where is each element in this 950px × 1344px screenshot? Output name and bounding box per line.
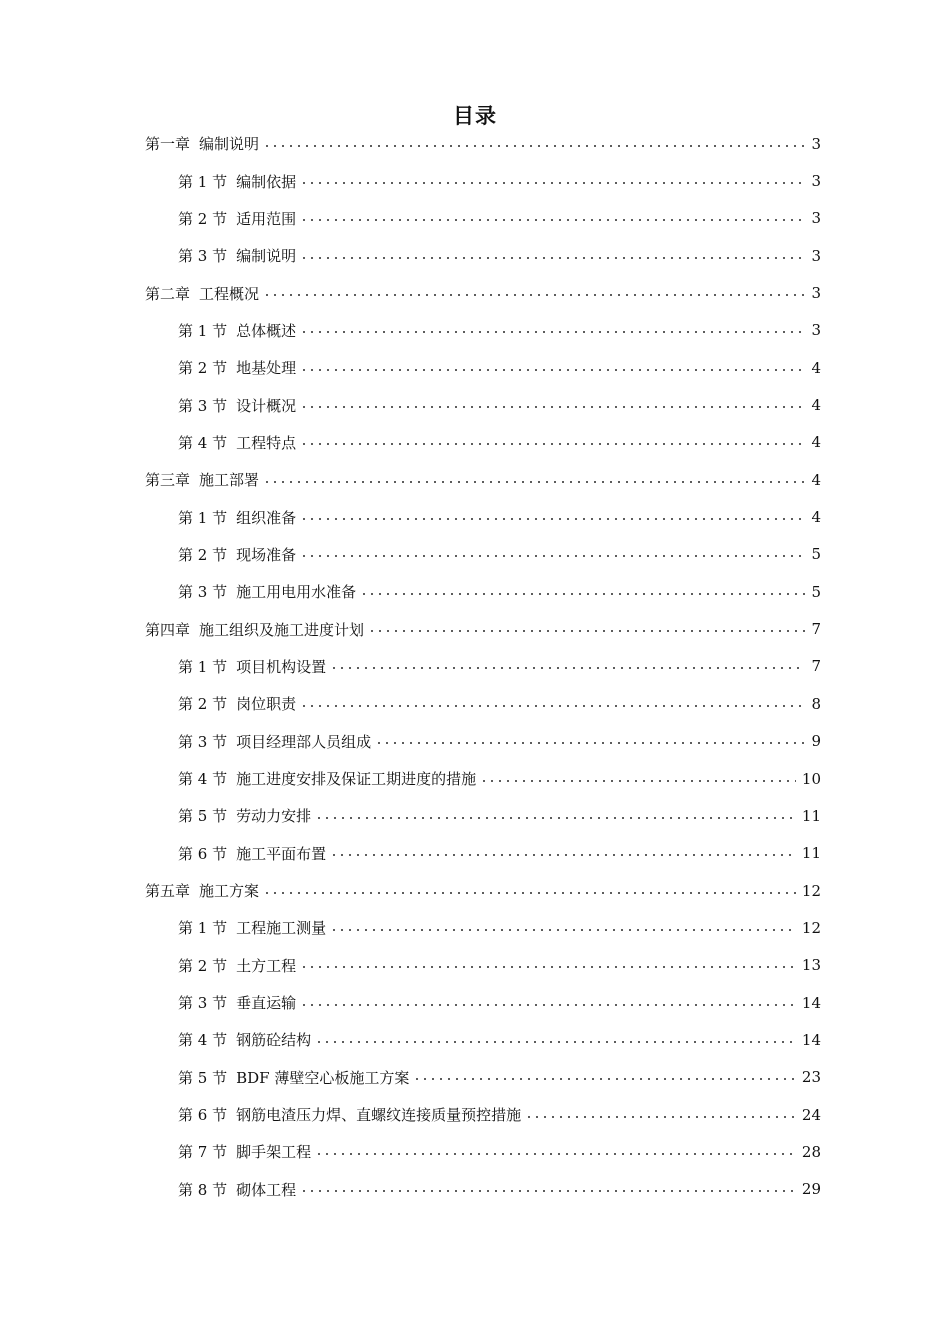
- dot-leader: [300, 182, 805, 184]
- dot-leader: [263, 481, 805, 483]
- toc-entry-title: 施工用电用水准备: [236, 583, 357, 602]
- toc-entry-title: 施工组织及施工进度计划: [199, 620, 365, 639]
- dot-leader: [300, 331, 805, 333]
- dot-leader: [480, 780, 796, 782]
- toc-page-number: 4: [811, 508, 821, 527]
- toc-page-number: 12: [801, 881, 821, 900]
- toc-entry-number: 第三章: [145, 471, 191, 490]
- toc-entry-number: 第 3 节: [178, 396, 228, 415]
- toc-section-entry[interactable]: [0, 1133, 950, 1170]
- toc-entry-number: 第 2 节: [178, 359, 228, 378]
- dot-leader: [300, 257, 805, 259]
- toc-page-number: 3: [811, 172, 821, 191]
- toc-entry-title: 工程概况: [199, 284, 260, 303]
- toc-section-entry[interactable]: [0, 498, 950, 535]
- toc-entry-number: 第 4 节: [178, 770, 228, 789]
- dot-leader: [300, 406, 805, 408]
- toc-section-entry[interactable]: [0, 312, 950, 349]
- toc-entry-title: 现场准备: [236, 545, 297, 564]
- toc-entry-number: 第 1 节: [178, 919, 228, 938]
- toc-page-number: 3: [811, 134, 821, 153]
- toc-entry-title: 项目机构设置: [236, 657, 327, 676]
- toc-entry-title: 适用范围: [236, 209, 297, 228]
- dot-leader: [300, 705, 805, 707]
- toc-chapter-entry[interactable]: [0, 610, 950, 647]
- toc-page-number: 11: [801, 806, 821, 825]
- dot-leader: [263, 145, 805, 147]
- toc-section-entry[interactable]: [0, 1171, 950, 1208]
- toc-entry-number: 第 8 节: [178, 1180, 228, 1199]
- toc-entry-title: 施工进度安排及保证工期进度的措施: [236, 770, 477, 789]
- toc-page-number: 5: [811, 545, 821, 564]
- dot-leader: [413, 1078, 796, 1080]
- toc-entry-number: 第 3 节: [178, 994, 228, 1013]
- toc-page-number: 14: [801, 1030, 821, 1049]
- toc-entry-number: 第 4 节: [178, 433, 228, 452]
- toc-entry-title: 项目经理部人员组成: [236, 732, 372, 751]
- toc-section-entry[interactable]: [0, 573, 950, 610]
- dot-leader: [300, 966, 796, 968]
- toc-entry-title: 施工部署: [199, 471, 260, 490]
- dot-leader: [263, 892, 796, 894]
- toc-page-number: 11: [801, 844, 821, 863]
- toc-section-entry[interactable]: [0, 909, 950, 946]
- toc-entry-number: 第 3 节: [178, 732, 228, 751]
- toc-page-number: 4: [811, 433, 821, 452]
- toc-entry-title: 垂直运输: [236, 994, 297, 1013]
- toc-page-number: 12: [801, 918, 821, 937]
- toc-entry-title: 工程施工测量: [236, 919, 327, 938]
- toc-section-entry[interactable]: [0, 760, 950, 797]
- toc-entry-number: 第一章: [145, 135, 191, 154]
- dot-leader: [330, 854, 796, 856]
- dot-leader: [300, 219, 805, 221]
- toc-section-entry[interactable]: [0, 1021, 950, 1058]
- toc-page-number: 4: [811, 396, 821, 415]
- toc-section-entry[interactable]: [0, 835, 950, 872]
- toc-page-number: 7: [811, 657, 821, 676]
- toc-entry-number: 第 4 节: [178, 1031, 228, 1050]
- toc-entry-number: 第 7 节: [178, 1143, 228, 1162]
- toc-page-number: 4: [811, 358, 821, 377]
- toc-section-entry[interactable]: [0, 685, 950, 722]
- toc-page-number: 29: [801, 1180, 821, 1199]
- toc-chapter-entry[interactable]: [0, 461, 950, 498]
- toc-section-entry[interactable]: [0, 200, 950, 237]
- toc-section-entry[interactable]: [0, 1059, 950, 1096]
- dot-leader: [300, 518, 805, 520]
- toc-entry-title: 土方工程: [236, 956, 297, 975]
- toc-entry-number: 第 2 节: [178, 545, 228, 564]
- dot-leader: [300, 369, 805, 371]
- toc-entry-title: 组织准备: [236, 508, 297, 527]
- toc-entry-title: 岗位职责: [236, 695, 297, 714]
- toc-entry-title: 总体概述: [236, 321, 297, 340]
- dot-leader: [330, 667, 805, 669]
- toc-page-number: 8: [811, 694, 821, 713]
- toc-entry-title: 劳动力安排: [236, 807, 312, 826]
- toc-section-entry[interactable]: [0, 386, 950, 423]
- toc-entry-title: 钢筋电渣压力焊、直螺纹连接质量预控措施: [236, 1106, 522, 1125]
- toc-entry-title: 设计概况: [236, 396, 297, 415]
- toc-page-number: 9: [811, 732, 821, 751]
- dot-leader: [300, 555, 805, 557]
- toc-entry-title: 编制说明: [236, 247, 297, 266]
- dot-leader: [300, 1004, 796, 1006]
- toc-entry-number: 第 2 节: [178, 209, 228, 228]
- dot-leader: [300, 1190, 796, 1192]
- toc-page-number: 3: [811, 284, 821, 303]
- toc-entry-number: 第 3 节: [178, 247, 228, 266]
- toc-entry-number: 第 3 节: [178, 583, 228, 602]
- toc-page-number: 14: [801, 993, 821, 1012]
- toc-section-entry[interactable]: [0, 984, 950, 1021]
- toc-entry-title: 钢筋砼结构: [236, 1031, 312, 1050]
- dot-leader: [315, 1153, 796, 1155]
- toc-section-entry[interactable]: [0, 162, 950, 199]
- toc-entry-number: 第 1 节: [178, 172, 228, 191]
- toc-entry-title: 施工方案: [199, 882, 260, 901]
- toc-entry-title: 脚手架工程: [236, 1143, 312, 1162]
- toc-entry-title: BDF 薄壁空心板施工方案: [236, 1068, 410, 1087]
- toc-entry-title: 砌体工程: [236, 1180, 297, 1199]
- toc-entry-number: 第二章: [145, 284, 191, 303]
- dot-leader: [300, 443, 805, 445]
- dot-leader: [330, 929, 796, 931]
- toc-entry-title: 工程特点: [236, 433, 297, 452]
- toc-chapter-entry[interactable]: [0, 872, 950, 909]
- toc-page-number: 3: [811, 246, 821, 265]
- toc-page-number: 3: [811, 209, 821, 228]
- toc-page-number: 10: [801, 769, 821, 788]
- toc-page-number: 28: [801, 1142, 821, 1161]
- toc-section-entry[interactable]: [0, 349, 950, 386]
- dot-leader: [368, 630, 805, 632]
- toc-section-entry[interactable]: [0, 947, 950, 984]
- toc-entry-number: 第 1 节: [178, 657, 228, 676]
- toc-page-number: 24: [801, 1105, 821, 1124]
- toc-section-entry[interactable]: [0, 1096, 950, 1133]
- dot-leader: [263, 294, 805, 296]
- toc-page-number: 23: [801, 1068, 821, 1087]
- toc-entry-number: 第 6 节: [178, 844, 228, 863]
- toc-section-entry[interactable]: [0, 424, 950, 461]
- toc-chapter-entry[interactable]: [0, 125, 950, 162]
- dot-leader: [360, 593, 805, 595]
- toc-entry-title: 编制说明: [199, 135, 260, 154]
- dot-leader: [375, 742, 805, 744]
- toc-page-number: 3: [811, 321, 821, 340]
- toc-entry-number: 第 1 节: [178, 508, 228, 527]
- toc-entry-number: 第四章: [145, 620, 191, 639]
- table-of-contents: [0, 125, 950, 1208]
- toc-entry-title: 施工平面布置: [236, 844, 327, 863]
- page-title: 目录: [453, 104, 497, 129]
- toc-entry-number: 第 2 节: [178, 956, 228, 975]
- toc-page-number: 4: [811, 470, 821, 489]
- toc-section-entry[interactable]: [0, 237, 950, 274]
- dot-leader: [315, 817, 796, 819]
- toc-entry-title: 地基处理: [236, 359, 297, 378]
- toc-entry-number: 第 6 节: [178, 1106, 228, 1125]
- toc-entry-number: 第 2 节: [178, 695, 228, 714]
- toc-page-number: 13: [801, 956, 821, 975]
- toc-entry-number: 第 5 节: [178, 1068, 228, 1087]
- toc-page-number: 5: [811, 582, 821, 601]
- toc-section-entry[interactable]: [0, 648, 950, 685]
- toc-page-number: 7: [811, 620, 821, 639]
- toc-section-entry[interactable]: [0, 797, 950, 834]
- toc-entry-number: 第 5 节: [178, 807, 228, 826]
- toc-entry-title: 编制依据: [236, 172, 297, 191]
- toc-chapter-entry[interactable]: [0, 274, 950, 311]
- toc-entry-number: 第 1 节: [178, 321, 228, 340]
- toc-section-entry[interactable]: [0, 723, 950, 760]
- toc-entry-number: 第五章: [145, 882, 191, 901]
- toc-section-entry[interactable]: [0, 536, 950, 573]
- dot-leader: [525, 1116, 796, 1118]
- dot-leader: [315, 1041, 796, 1043]
